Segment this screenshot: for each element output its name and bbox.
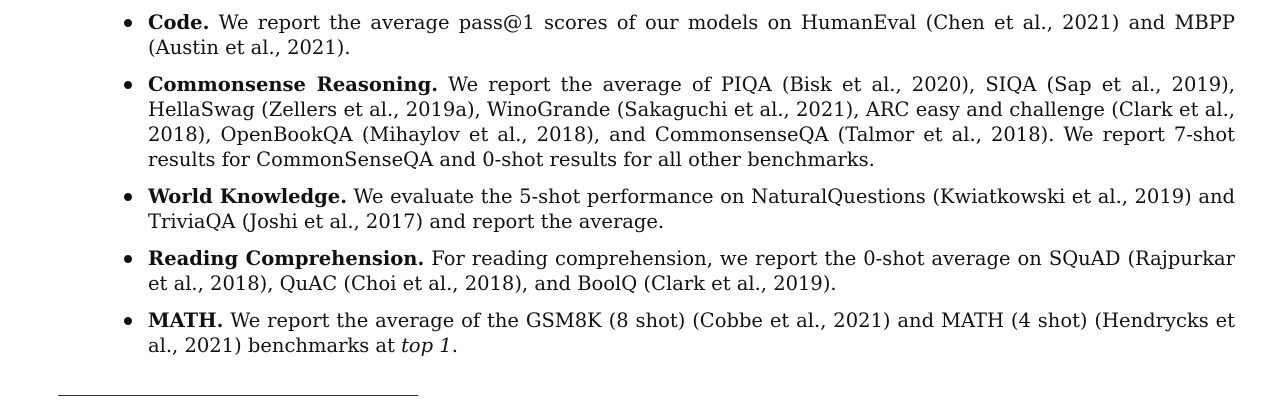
list-item-world-knowledge — [120, 184, 1235, 234]
benchmark-description-list-container — [120, 10, 1235, 370]
list-item-code — [120, 10, 1235, 60]
item-heading: MATH. — [148, 309, 224, 332]
bullet-icon — [124, 81, 132, 89]
item-heading: World Knowledge. — [148, 185, 347, 208]
list-item-commonsense-reasoning — [120, 72, 1235, 172]
benchmark-bullet-list — [120, 10, 1235, 358]
footnote-divider — [58, 395, 418, 396]
item-text: We report the average of PIQA (Bisk et al., 2020), SIQA (Sap et al., 2019), HellaSwag (Zellers et al., 2019a), WinoGrande (Sakaguchi et al., 2021), ARC easy and challenge (Clark et al., 2018), OpenBookQA (Mihaylov et al., 2018), and CommonsenseQA (Talmor et al., 2018). We report 7-shot results for CommonSenseQA and 0-shot results for all other benchmarks. — [148, 73, 1235, 171]
item-heading: Code. — [148, 11, 210, 34]
item-heading: Reading Comprehension. — [148, 247, 425, 270]
list-item-math — [120, 308, 1235, 358]
list-item-reading-comprehension — [120, 246, 1235, 296]
bullet-icon — [124, 317, 132, 325]
item-text: We report the average of the GSM8K (8 shot) (Cobbe et al., 2021) and MATH (4 shot) (Hendrycks et al., 2021) benchmarks at — [148, 309, 1235, 357]
bullet-icon — [124, 255, 132, 263]
item-text: We report the average pass@1 scores of our models on HumanEval (Chen et al., 2021) and MBPP (Austin et al., 2021). — [148, 11, 1235, 59]
item-tail: . — [451, 334, 458, 357]
item-text: For reading comprehension, we report the 0-shot average on SQuAD (Rajpurkar et al., 2018), QuAC (Choi et al., 2018), and BoolQ (Clark et al., 2019). — [148, 247, 1235, 295]
bullet-icon — [124, 193, 132, 201]
item-emphasis: top 1 — [401, 334, 452, 357]
bullet-icon — [124, 19, 132, 27]
item-heading: Commonsense Reasoning. — [148, 73, 439, 96]
item-text: We evaluate the 5-shot performance on NaturalQuestions (Kwiatkowski et al., 2019) and TriviaQA (Joshi et al., 2017) and report the average. — [148, 185, 1235, 233]
